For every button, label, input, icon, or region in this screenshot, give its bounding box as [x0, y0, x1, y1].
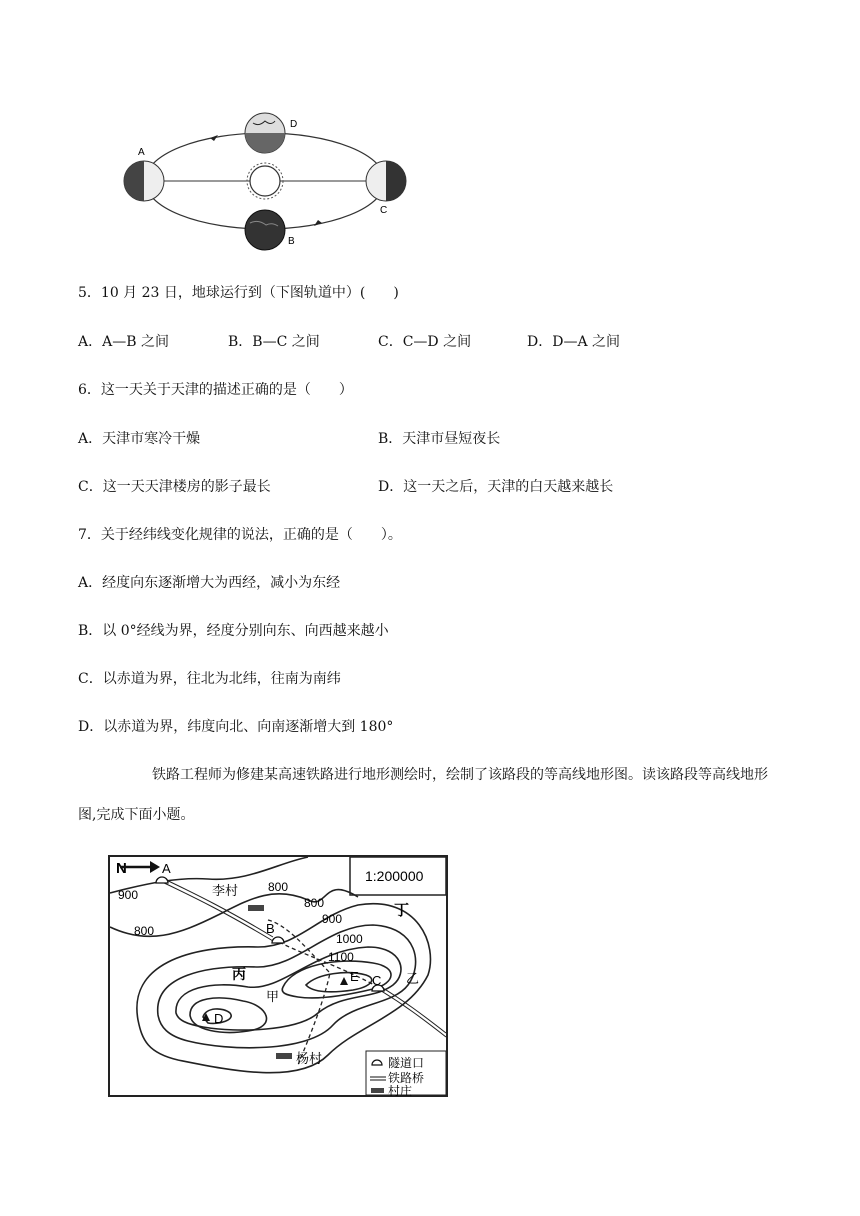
- place-label-yi: 乙: [406, 971, 420, 986]
- legend-village-label: 村庄: [388, 1084, 413, 1098]
- contour-label: 1000: [336, 932, 363, 946]
- map-scale: 1:200000: [365, 868, 424, 884]
- legend-village-icon: [371, 1088, 384, 1093]
- contour-label: 800: [268, 880, 289, 894]
- contour-label: 800: [134, 924, 155, 938]
- earth-a-icon: [124, 161, 164, 201]
- question-6-option-c: C．这一天天津楼房的影子最长: [78, 479, 271, 495]
- question-5-option-a: A．A—B 之间: [78, 334, 169, 350]
- north-label: N: [116, 860, 127, 877]
- orbit-arrow: [210, 135, 218, 141]
- point-label-b: B: [266, 921, 275, 936]
- earth-orbit-figure: [110, 105, 420, 255]
- village-label-yang: 杨村: [296, 1051, 323, 1066]
- point-label-c: C: [372, 973, 382, 988]
- earth-b-icon: [245, 210, 285, 250]
- question-5-option-b: B．B—C 之间: [228, 334, 320, 350]
- question-6-stem: 6．这一天关于天津的描述正确的是（ ）: [78, 382, 353, 398]
- orbit-arrow: [314, 220, 322, 226]
- orbit-label-c: C: [380, 205, 388, 216]
- sun-icon: [247, 163, 283, 199]
- point-label-d: D: [214, 1011, 224, 1026]
- question-7-option-c: C．以赤道为界，往北为北纬，往南为南纬: [78, 671, 341, 687]
- legend-tunnel-icon: [372, 1060, 382, 1065]
- question-5-option-d: D．D—A 之间: [527, 334, 621, 350]
- question-7-option-b: B．以 0°经线为界，经度分别向东、向西越来越小: [78, 623, 389, 639]
- orbit-label-a: A: [138, 147, 145, 158]
- orbit-label-b: B: [288, 236, 295, 247]
- orbit-label-d: D: [290, 119, 298, 130]
- contour-label: 800: [304, 896, 325, 910]
- point-label-e: E: [350, 969, 359, 984]
- question-5-option-c: C．C—D 之间: [378, 334, 472, 350]
- village-li-icon: [248, 905, 264, 911]
- earth-d-icon: [245, 113, 285, 153]
- earth-c-icon: [366, 161, 406, 201]
- village-label-li: 李村: [212, 883, 239, 898]
- question-6-option-a: A．天津市寒冷干燥: [78, 431, 201, 447]
- question-7-option-d: D．以赤道为界，纬度向北、向南逐渐增大到 180°: [78, 719, 394, 735]
- question-6-option-d: D．这一天之后，天津的白天越来越长: [378, 479, 614, 495]
- question-7-option-a: A．经度向东逐渐增大为西经，减小为东经: [78, 575, 341, 591]
- question-6-option-b: B．天津市昼短夜长: [378, 431, 501, 447]
- place-label-ding: 丁: [394, 902, 410, 919]
- village-yang-icon: [276, 1053, 292, 1059]
- contour-label: 1100: [328, 950, 354, 964]
- passage-text: 铁路工程师为修建某高速铁路进行地形测绘时，绘制了该路段的等高线地形图。读该路段等高线地形图,完成下面小题。: [78, 767, 768, 823]
- question-7-stem: 7．关于经纬线变化规律的说法，正确的是（ ）。: [78, 527, 402, 543]
- point-label-a: A: [162, 861, 171, 876]
- place-label-bing: 丙: [232, 966, 246, 982]
- legend-bridge-label: 铁路桥: [388, 1071, 425, 1085]
- contour-label: 900: [118, 888, 139, 902]
- place-label-jia: 甲: [266, 989, 280, 1004]
- contour-label: 900: [322, 912, 343, 926]
- question-5-stem: 5．10 月 23 日，地球运行到（下图轨道中）( ): [78, 285, 399, 301]
- legend-tunnel-label: 隧道口: [388, 1056, 425, 1070]
- contour-map-figure: [108, 855, 450, 1100]
